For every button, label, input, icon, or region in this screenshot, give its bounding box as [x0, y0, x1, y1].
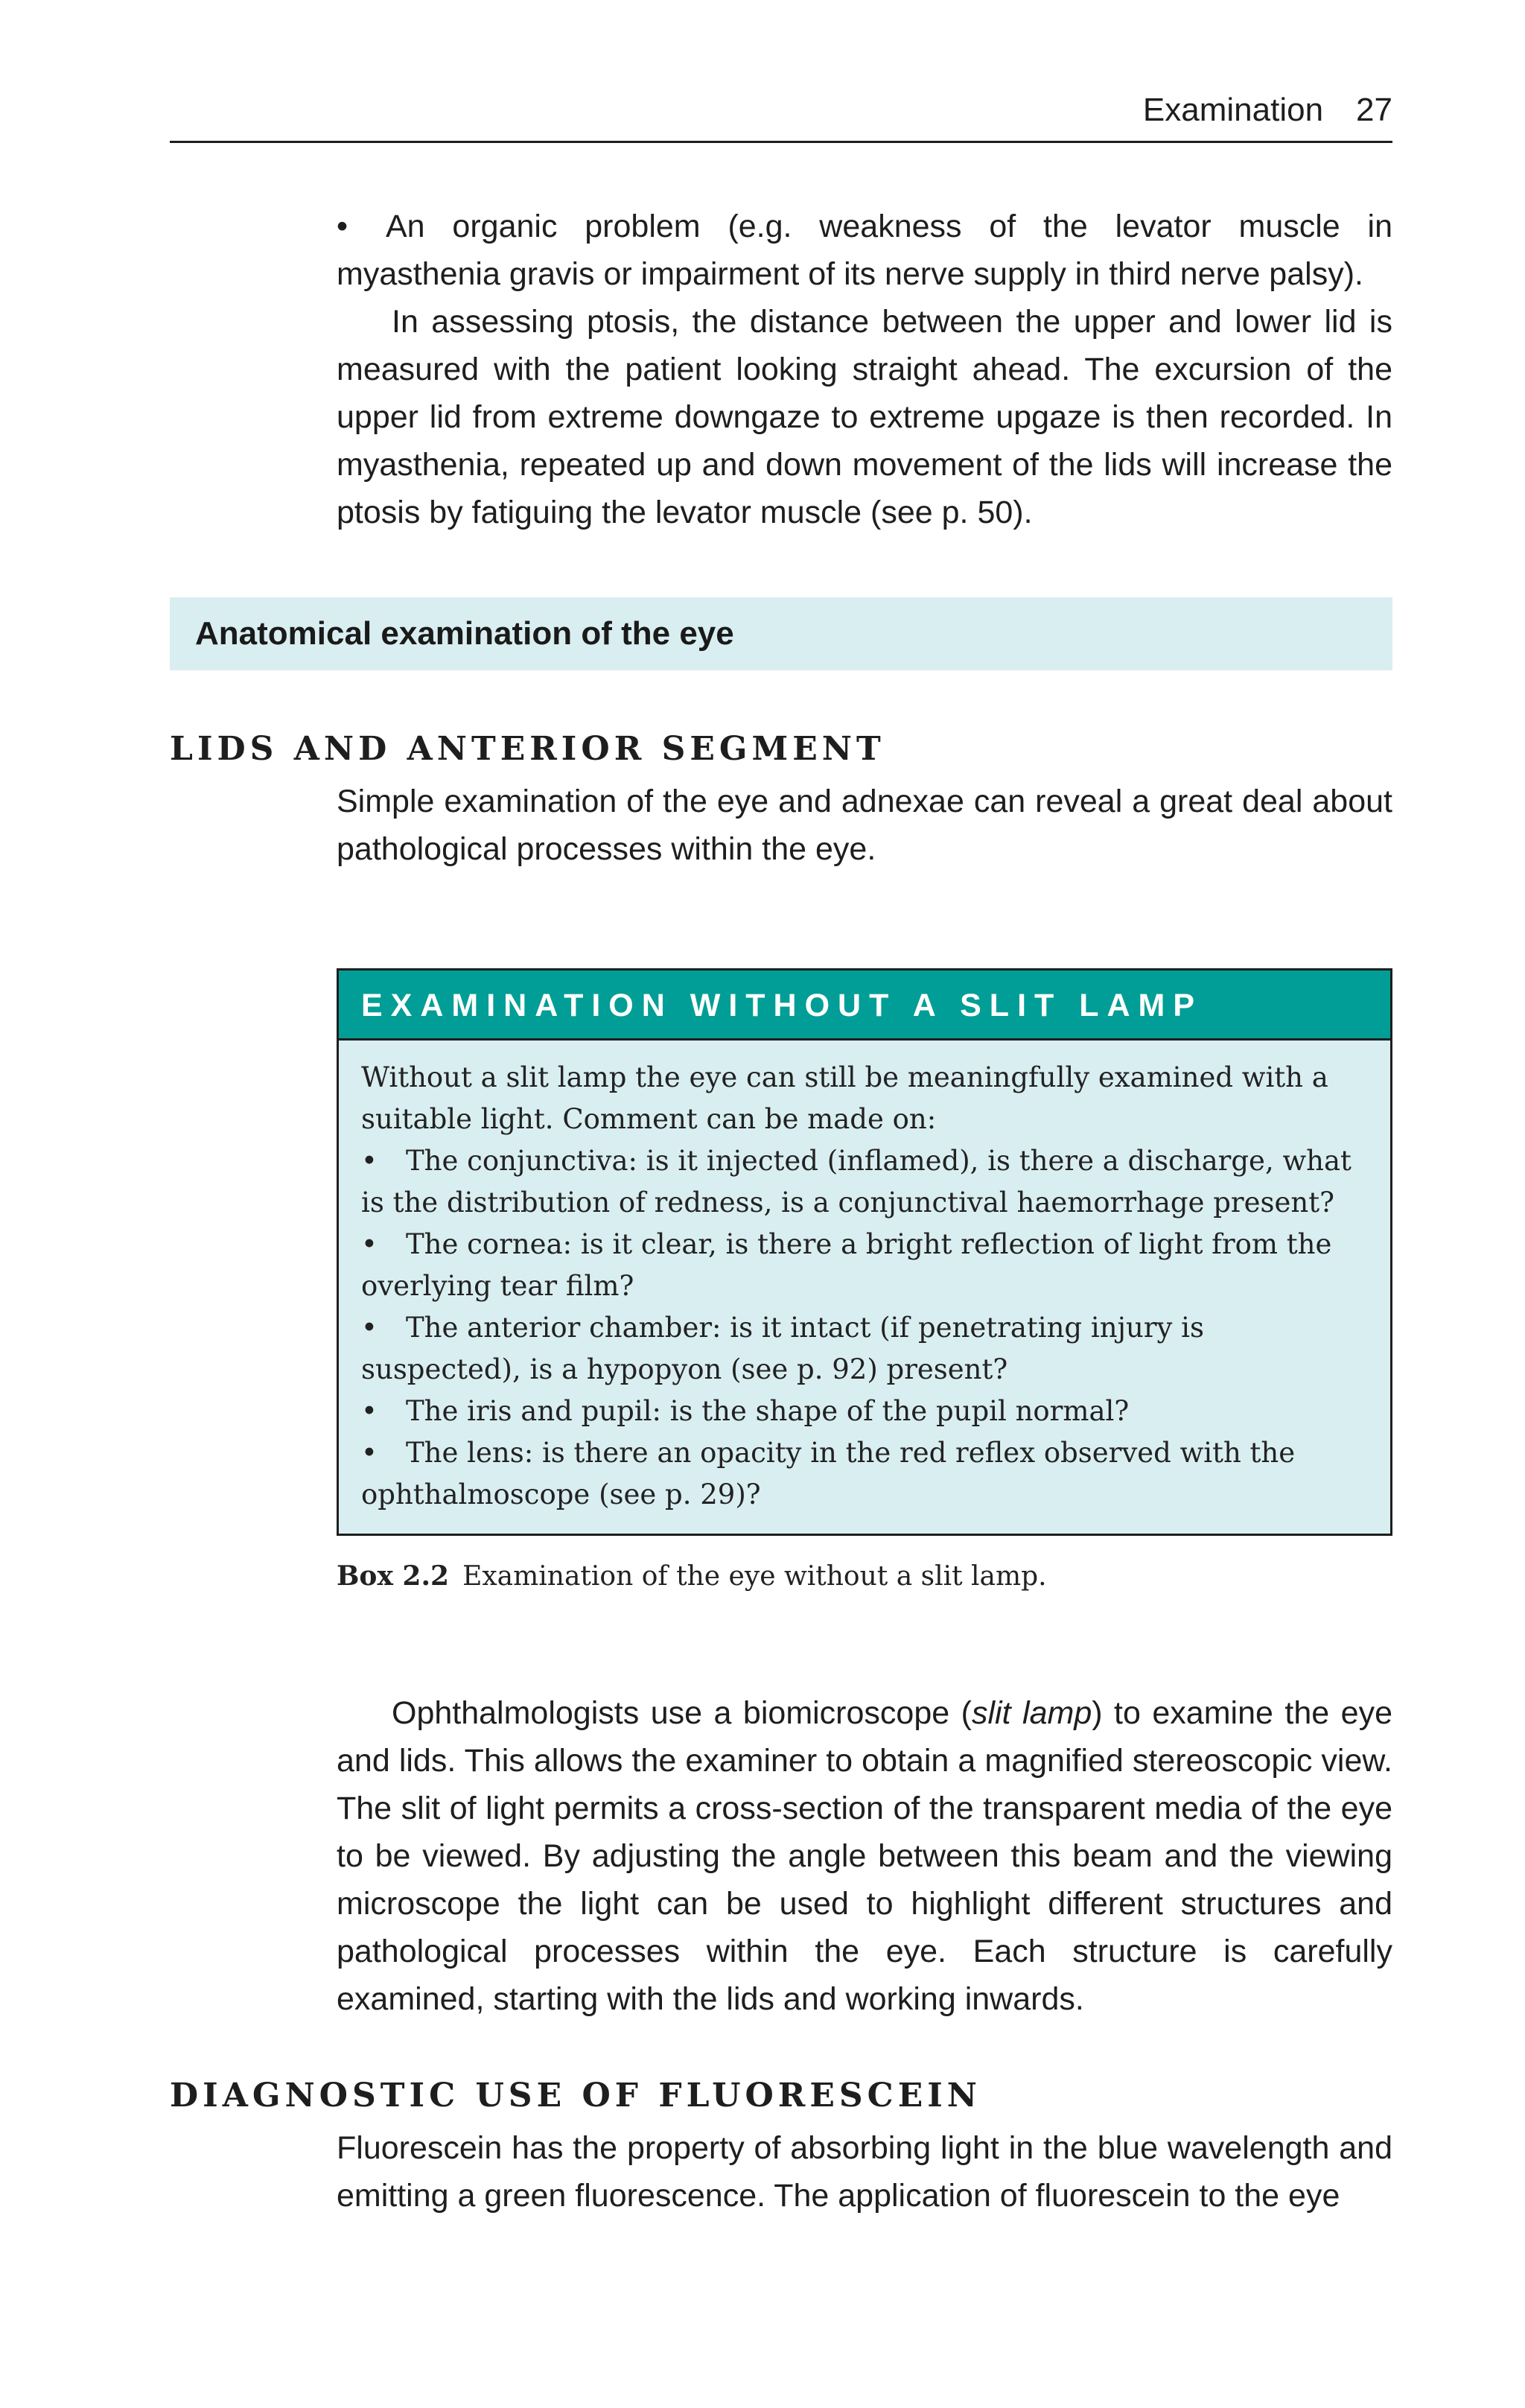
info-box-item-text: The cornea: is it clear, is there a bright reflection of light from the overlying tear film? [361, 1228, 1332, 1302]
bullet-marker: • [361, 1437, 378, 1469]
info-box-item-text: The anterior chamber: is it intact (if penetrating injury is suspected), is a hypopyon (see p. 92) present? [361, 1312, 1205, 1385]
fluorescein-paragraph: Fluorescein has the property of absorbing light in the blue wavelength and emitting a green fluorescence. The application of fluorescein to the eye [337, 2130, 1392, 2214]
info-box [337, 968, 1392, 1536]
bullet-marker: • [361, 1312, 378, 1344]
info-box-item [361, 1391, 1365, 1432]
section-heading-band: Anatomical examination of the eye [170, 597, 1392, 670]
bullet-marker: • [361, 1228, 378, 1260]
info-box-item-text: The conjunctiva: is it injected (inflamed), is there a discharge, what is the distribution of redness, is a conjunctival haemorrhage present? [361, 1145, 1352, 1219]
intro-bullet-text: An organic problem (e.g. weakness of the levator muscle in myasthenia gravis or impairment of its nerve supply in third nerve palsy). [337, 209, 1392, 292]
info-box-item [361, 1140, 1365, 1224]
slit-lamp-term: slit lamp [971, 1695, 1092, 1731]
box-caption-label: Box 2.2 [337, 1560, 450, 1592]
info-box-item [361, 1224, 1365, 1307]
page-number: 27 [1356, 92, 1392, 128]
intro-bullet [337, 203, 1392, 298]
lids-paragraph: Simple examination of the eye and adnexae can reveal a great deal about pathological processes within the eye. [337, 784, 1392, 867]
box-caption [337, 1555, 1047, 1598]
info-box-body [339, 1041, 1390, 1516]
slit-lamp-text-after: ) to examine the eye and lids. This allows the examiner to obtain a magnified stereoscopic view. The slit of light permits a cross-section of the transparent media of the eye to be viewed. By adjusting the angle between this beam and the viewing microscope the light can be used to highlight different structures and pathological processes within the eye. Each structure is carefully examined, starting with the lids and working inwards. [337, 1695, 1393, 2017]
bullet-marker: • [337, 209, 348, 244]
fluorescein-heading: DIAGNOSTIC USE OF FLUORESCEIN [170, 2077, 982, 2115]
info-box-item [361, 1432, 1365, 1516]
info-box-item-text: The iris and pupil: is the shape of the pupil normal? [406, 1395, 1130, 1427]
box-caption-text: Examination of the eye without a slit lamp. [462, 1561, 1047, 1592]
info-box-item-text: The lens: is there an opacity in the red reflex observed with the ophthalmoscope (see p. 29)? [361, 1437, 1296, 1510]
info-box-intro: Without a slit lamp the eye can still be meaningfully examined with a suitable light. Comment can be made on: [361, 1061, 1328, 1135]
slit-lamp-text-before: Ophthalmologists use a biomicroscope ( [392, 1695, 972, 1731]
info-box-title: EXAMINATION WITHOUT A SLIT LAMP [339, 970, 1390, 1041]
running-head-title: Examination [1142, 92, 1324, 128]
slit-lamp-paragraph [337, 1689, 1392, 2023]
lids-heading: LIDS AND ANTERIOR SEGMENT [170, 730, 885, 768]
ptosis-paragraph: In assessing ptosis, the distance between the upper and lower lid is measured with the patient looking straight ahead. The excursion of the upper lid from extreme downgaze to extreme upgaze is then recorded. In myasthenia, repeated up and down movement of the lids will increase the ptosis by fatiguing the levator muscle (see p. 50). [337, 304, 1392, 530]
info-box-item [361, 1307, 1365, 1391]
bullet-marker: • [361, 1395, 378, 1427]
running-head [170, 83, 1392, 143]
bullet-marker: • [361, 1145, 378, 1177]
